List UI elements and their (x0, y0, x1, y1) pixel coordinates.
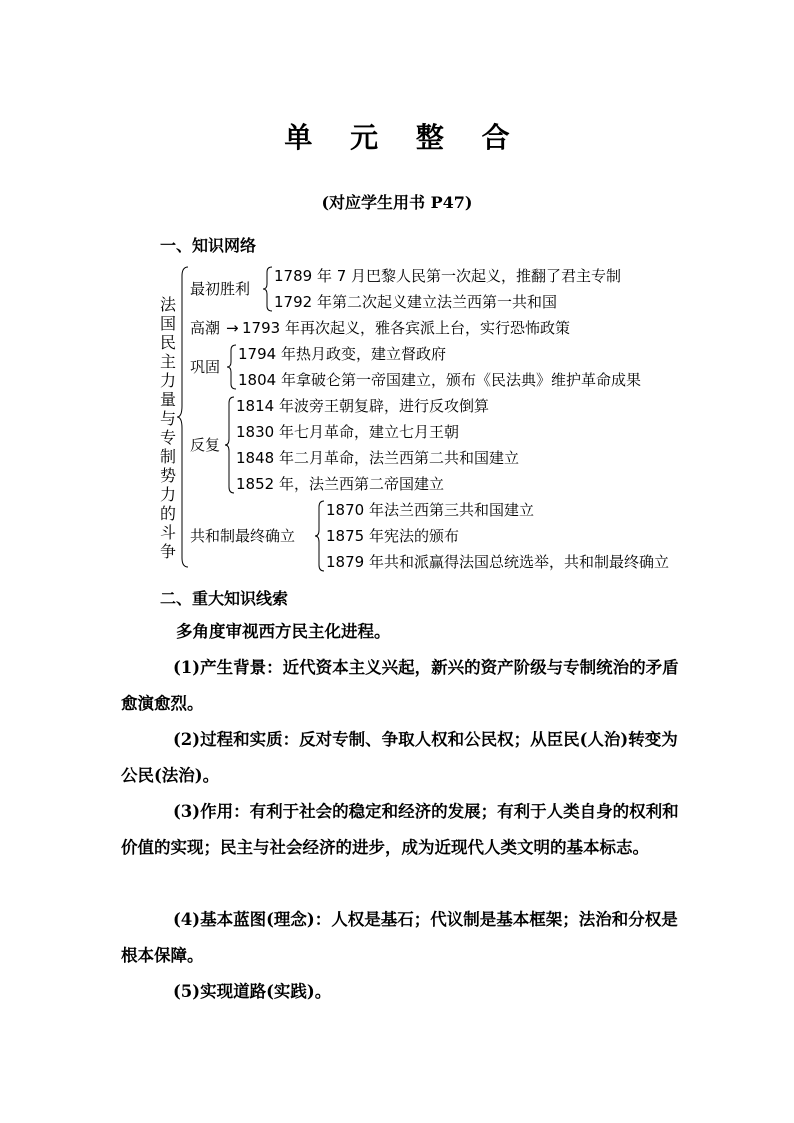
group-label-climax: 高潮 (190, 319, 221, 337)
root-brace (176, 266, 190, 568)
section-heading-key-clues: 二、重大知识线索 (160, 589, 289, 608)
group-label-consolidation: 巩固 (190, 358, 221, 376)
network-root-label (158, 295, 178, 561)
intro-text: 多角度审视西方民主化进程。 (176, 622, 391, 641)
section-heading-knowledge-network: 一、知识网络 (160, 236, 257, 255)
group-label-reversal: 反复 (190, 436, 221, 454)
root-char: 力 (159, 371, 176, 390)
network-item: 1814 年波旁王朝复辟，进行反攻倒算 (236, 397, 489, 415)
root-char: 主 (159, 352, 176, 371)
brace-republic-established (314, 500, 326, 572)
paragraph: (3)作用：有利于社会的稳定和经济的发展；有利于人类自身的权利和价值的实现；民主与社会经济的进步，成为近现代人类文明的基本标志。 (121, 802, 679, 857)
paragraph: (5)实现道路(实践)。 (173, 982, 332, 1001)
root-char: 斗 (159, 523, 176, 542)
page-subtitle: (对应学生用书 P47) (321, 193, 473, 212)
root-char: 制 (159, 447, 176, 466)
network-item: 1830 年七月革命，建立七月王朝 (236, 423, 459, 441)
root-char: 势 (159, 466, 176, 485)
network-item: 1875 年宪法的颁布 (326, 527, 459, 545)
group-label-republic-established: 共和制最终确立 (190, 527, 296, 545)
page-title: 单 元 整 合 (284, 121, 524, 154)
network-item: 1793 年再次起义，雅各宾派上台，实行恐怖政策 (242, 319, 570, 337)
group-label-first-victory: 最初胜利 (190, 280, 251, 298)
network-item: 1794 年热月政变，建立督政府 (238, 345, 446, 363)
root-char: 的 (159, 504, 176, 523)
network-item: 1870 年法兰西第三共和国建立 (326, 501, 534, 519)
root-char: 争 (159, 542, 176, 561)
network-item: 1792 年第二次起义建立法兰西第一共和国 (274, 293, 557, 311)
paragraph: (2)过程和实质：反对专制、争取人权和公民权；从臣民(人治)转变为公民(法治)。 (121, 730, 678, 785)
root-char: 与 (159, 409, 176, 428)
brace-consolidation (226, 344, 238, 390)
root-char: 力 (159, 485, 176, 504)
brace-first-victory (262, 266, 274, 312)
root-char: 专 (159, 428, 176, 447)
root-char: 法 (159, 295, 176, 314)
network-item: 1789 年 7 月巴黎人民第一次起义，推翻了君主专制 (274, 267, 622, 285)
paragraph: (1)产生背景：近代资本主义兴起，新兴的资产阶级与专制统治的矛盾愈演愈烈。 (121, 658, 679, 713)
network-item: 1804 年拿破仑第一帝国建立，颁布《民法典》维护革命成果 (238, 371, 641, 389)
paragraph: (4)基本蓝图(理念)：人权是基石；代议制是基本框架；法治和分权是根本保障。 (121, 910, 678, 965)
root-char: 民 (159, 333, 176, 352)
root-char: 国 (159, 314, 176, 333)
network-item: 1852 年，法兰西第二帝国建立 (236, 475, 444, 493)
network-item: 1848 年二月革命，法兰西第二共和国建立 (236, 449, 519, 467)
root-char: 量 (159, 390, 176, 409)
brace-reversal (224, 396, 236, 494)
network-item: 1879 年共和派赢得法国总统选举，共和制最终确立 (326, 553, 669, 571)
arrow-icon: → (226, 319, 239, 337)
